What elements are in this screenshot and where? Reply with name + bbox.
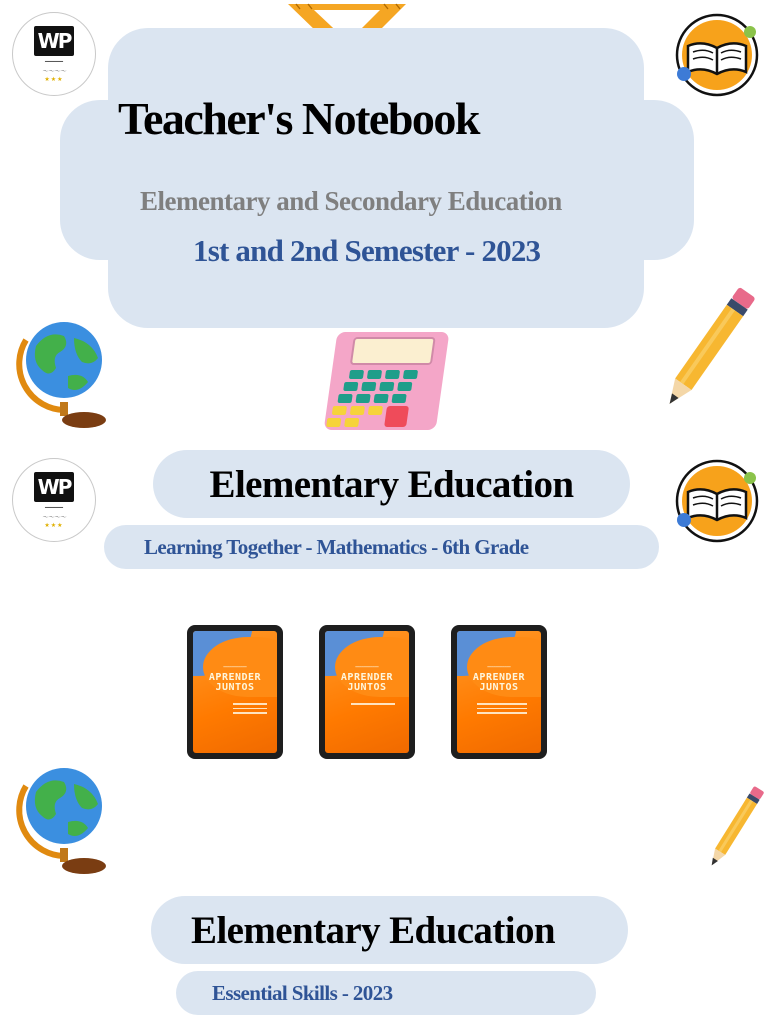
book-cover <box>457 631 541 753</box>
logo-stars: ★★★ <box>44 522 64 529</box>
book-icon <box>674 458 760 544</box>
book-cover-tablet[interactable] <box>451 625 547 759</box>
logo-signature: ～～～～ <box>41 68 66 75</box>
section-subheading: Essential Skills - 2023 <box>212 980 393 1005</box>
book-cover <box>193 631 277 753</box>
cover-authors <box>351 703 395 708</box>
page-title: Teacher's Notebook <box>118 93 480 144</box>
section-heading: Elementary Education <box>209 462 574 506</box>
section-subheading: Learning Together - Mathematics - 6th Grade <box>144 534 529 559</box>
pencil-icon <box>656 276 760 422</box>
book-icon <box>674 12 760 98</box>
cover-header: ━━━━━━━━━━━ <box>487 665 511 669</box>
logo-mark: WP <box>34 472 74 502</box>
book-cover-tablet[interactable] <box>187 625 283 759</box>
cover-authors <box>477 703 527 717</box>
logo-caption: ━━━━━━ <box>44 504 64 511</box>
logo-stars: ★★★ <box>44 76 64 83</box>
semester-label: 1st and 2nd Semester - 2023 <box>193 233 541 268</box>
logo-caption: ━━━━━━ <box>44 58 64 65</box>
logo <box>12 12 96 96</box>
cover-authors <box>233 703 267 717</box>
globe-icon <box>12 316 108 432</box>
page-subtitle: Elementary and Secondary Education <box>140 186 562 216</box>
cover-title: APRENDER JUNTOS <box>340 672 394 693</box>
globe-icon <box>12 762 108 878</box>
cover-header: ━━━━━━━━━━━ <box>223 665 247 669</box>
section-heading: Elementary Education <box>191 908 555 952</box>
cover-title: APRENDER JUNTOS <box>472 672 526 693</box>
book-cover <box>325 631 409 753</box>
book-cover-tablet[interactable] <box>319 625 415 759</box>
calculator-icon <box>316 328 454 434</box>
logo <box>12 458 96 542</box>
cover-title: APRENDER JUNTOS <box>208 672 262 693</box>
pencil-icon <box>700 780 768 876</box>
cover-header: ━━━━━━━━━━━ <box>355 665 379 669</box>
logo-mark: WP <box>34 26 74 56</box>
logo-signature: ～～～～ <box>41 514 66 521</box>
